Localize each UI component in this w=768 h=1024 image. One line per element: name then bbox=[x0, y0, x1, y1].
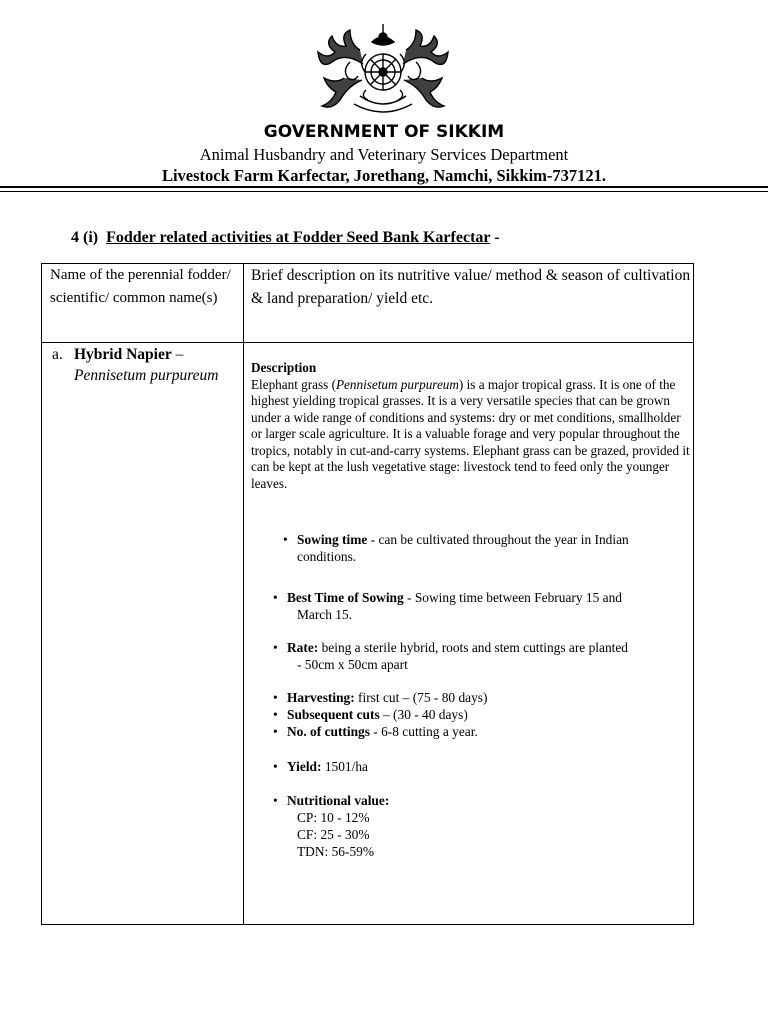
bullet-best-time-of-sowing: • Best Time of Sowing - Sowing time between February 15 and March 15. bbox=[273, 590, 622, 622]
bullet-glyph: • bbox=[283, 532, 288, 547]
bullet-glyph: • bbox=[273, 759, 278, 774]
farm-address: Livestock Farm Karfectar, Jorethang, Namchi, Sikkim-737121. bbox=[161, 166, 607, 185]
description-block bbox=[251, 360, 691, 492]
nutrition-cf: CF: 25 - 30% bbox=[297, 827, 370, 842]
nutrition-cp: CP: 10 - 12% bbox=[297, 810, 370, 825]
description-scientific-name: Pennisetum purpureum bbox=[335, 376, 459, 392]
bullet-nutritional-value: • Nutritional value: CP: 10 - 12% CF: 25 - 30% TDN: 56-59% bbox=[287, 792, 692, 860]
bullet-glyph: • bbox=[273, 690, 278, 705]
bullet-rate: • Rate: being a sterile hybrid, roots and stem cuttings are planted - 50cm x 50cm apart bbox=[273, 640, 628, 672]
bullet-glyph: • bbox=[273, 724, 278, 739]
bullet-harvesting: • Harvesting: first cut – (75 - 80 days) bbox=[273, 690, 488, 705]
bullet-subsequent-cuts: • Subsequent cuts – (30 - 40 days) bbox=[273, 707, 468, 722]
header-rule-thick bbox=[0, 186, 768, 188]
header-rule-thin bbox=[0, 191, 768, 192]
row-divider bbox=[42, 342, 693, 343]
bullet-sowing-time: • Sowing time - can be cultivated throughout the year in Indian conditions. bbox=[283, 532, 629, 564]
bullet-glyph: • bbox=[273, 640, 278, 655]
government-title: GOVERNMENT OF SIKKIM bbox=[263, 122, 505, 142]
sikkim-state-emblem-icon bbox=[310, 22, 456, 122]
fodder-name-cell bbox=[52, 344, 244, 386]
bullet-glyph: • bbox=[273, 590, 278, 605]
nutrition-tdn: TDN: 56-59% bbox=[297, 844, 374, 859]
bullet-number-of-cuttings: • No. of cuttings - 6-8 cutting a year. bbox=[273, 724, 478, 739]
department-name: Animal Husbandry and Veterinary Services Department bbox=[199, 145, 569, 164]
description-title: Description bbox=[251, 360, 317, 375]
bullet-glyph: • bbox=[273, 793, 278, 808]
fodder-table bbox=[41, 263, 694, 925]
header-cell-description: Brief description on its nutritive value/ method & season of cultivation & land preparation/ yield etc. bbox=[251, 267, 691, 307]
section-heading bbox=[71, 229, 500, 247]
header-cell-fodder-name: Name of the perennial fodder/ scientific/ common name(s) bbox=[50, 267, 231, 306]
section-number: 4 (i) bbox=[71, 229, 99, 246]
bullet-yield: • Yield: 1501/ha bbox=[273, 759, 368, 774]
list-marker: a. bbox=[52, 346, 63, 363]
name-dash: – bbox=[171, 346, 184, 363]
scientific-name: Pennisetum purpureum bbox=[74, 367, 219, 384]
description-text: Elephant grass (Pennisetum purpureum) is a major tropical grass. It is one of the highest yielding tropical grasses. It is a very versatile species that can be grown under a wide range of conditions and systems: dry or met conditions, smallholder or larger scale agriculture. It is a valuable forage and very popular throughout the tropics, notably in cut-and-carry systems. Elephant grass can be grazed, provided it can be kept at the lush vegetative stage: livestock tend to feed only the younger leaves. bbox=[251, 376, 690, 491]
section-suffix: - bbox=[494, 229, 500, 246]
common-name: Hybrid Napier bbox=[74, 346, 172, 363]
bullet-glyph: • bbox=[273, 707, 278, 722]
section-title: Fodder related activities at Fodder Seed Bank Karfectar bbox=[106, 229, 491, 246]
